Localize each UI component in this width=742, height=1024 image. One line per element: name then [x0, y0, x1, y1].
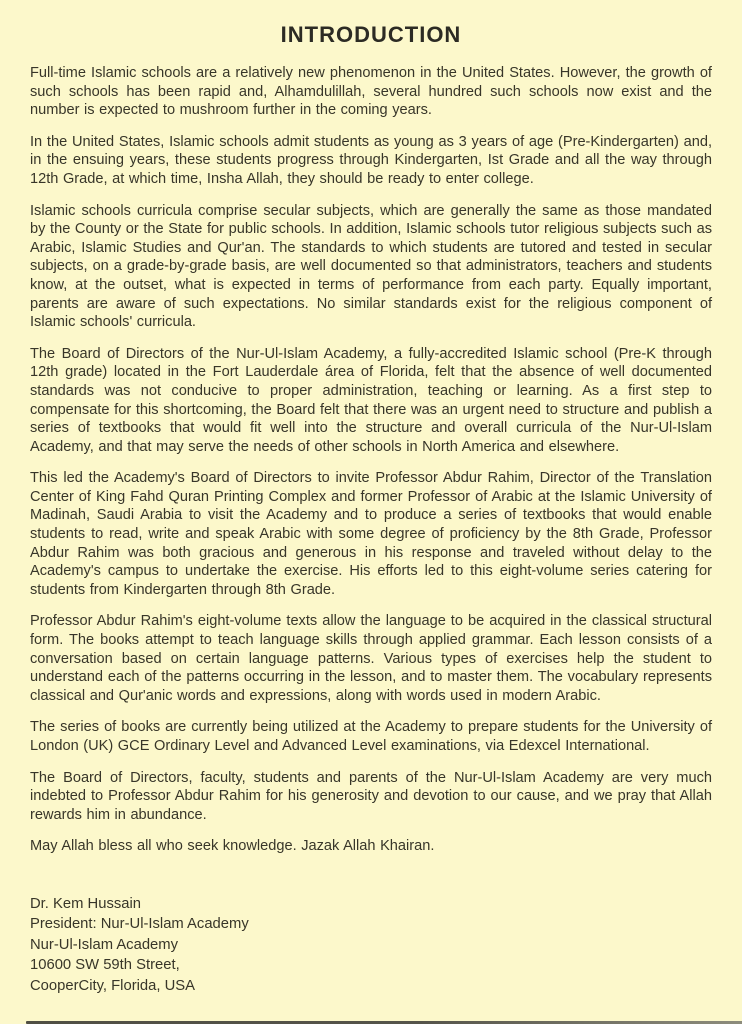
paragraph-blessing: May Allah bless all who seek knowledge. Jazak Allah Khairan. — [30, 838, 435, 855]
paragraph-professor-invitation: This led the Academy's Board of Directors to invite Professor Abdur Rahim, Director of the Translation Center of King Fahd Quran Printing Complex and former Professor of Arabic at the Islamic University of Madinah, Saudi Arabia to visit the Academy and to produce a series of textbooks that would enable students to read, write and speak Arabic with some degree of proficiency by the 8th Grade, Professor Abdur Rahim was both gracious and generous in his response and traveled without delay to the Academy's campus to undertake the exercise. His efforts led to this eight-volume series catering for students from Kindergarten through 8th Grade. — [30, 470, 712, 598]
signature-organization: Nur-Ul-Islam Academy — [30, 936, 178, 953]
signature-title: President: Nur-Ul-Islam Academy — [30, 916, 249, 933]
paragraph-gce-examinations: The series of books are currently being utilized at the Academy to prepare students for the University of London (UK) GCE Ordinary Level and Advanced Level examinations, via Edexcel International. — [30, 719, 712, 754]
signature-block — [30, 894, 712, 997]
signature-city: CooperCity, Florida, USA — [30, 977, 196, 994]
page-title: INTRODUCTION — [280, 22, 462, 47]
signature-street: 10600 SW 59th Street, — [30, 957, 180, 974]
signature-name: Dr. Kem Hussain — [30, 895, 142, 912]
paragraph-board-of-directors: The Board of Directors of the Nur-Ul-Islam Academy, a fully-accredited Islamic school (Pre-K through 12th grade) located in the Fort Lauderdale área of Florida, felt that the absence of well documented standards was not conducive to proper administration, teaching or learning. As a first step to compensate for this shortcoming, the Board felt that there was an urgent need to structure and publish a series of textbooks that would fit well into the structure and overall curricula of the Nur-Ul-Islam Academy, and that may serve the needs of other schools in North America and elsewhere. — [30, 345, 712, 455]
paragraph-gratitude: The Board of Directors, faculty, students and parents of the Nur-Ul-Islam Academy are very much indebted to Professor Abdur Rahim for his generosity and devotion to our cause, and we pray that Allah rewards him in abundance. — [30, 769, 712, 823]
paragraph-curricula-standards: Islamic schools curricula comprise secular subjects, which are generally the same as those mandated by the County or the State for public schools. In addition, Islamic schools tutor religious subjects such as Arabic, Islamic Studies and Qur'an. The standards to which students are tutored and tested in secular subjects, on a grade-by-grade basis, are well documented so that administrators, teachers and students know, at the outset, what is expected in terms of performance from each party. Equally important, parents are aware of such expectations. No similar standards exist for the religious component of Islamic schools' curricula. — [30, 202, 712, 331]
paragraph-full-time-schools: Full-time Islamic schools are a relatively new phenomenon in the United States. However, the growth of such schools has been rapid and, Alhamdulillah, several hundred such schools now exist and the number is expected to mushroom further in the coming years. — [30, 65, 712, 119]
paragraph-admission-ages: In the United States, Islamic schools admit students as young as 3 years of age (Pre-Kindergarten) and, in the ensuing years, these students progress through Kindergarten, Ist Grade and all the way through 12th Grade, at which time, Insha Allah, they should be ready to enter college. — [30, 133, 712, 187]
paragraph-eight-volume-texts: Professor Abdur Rahim's eight-volume texts allow the language to be acquired in the classical structural form. The books attempt to teach language skills through applied grammar. Each lesson consists of a conversation based on certain language patterns. Various types of exercises help the student to understand each of the patterns occurring in the lesson, and to master them. The vocabulary represents classical and Qur'anic words and expressions, along with words used in modern Arabic. — [30, 613, 712, 704]
